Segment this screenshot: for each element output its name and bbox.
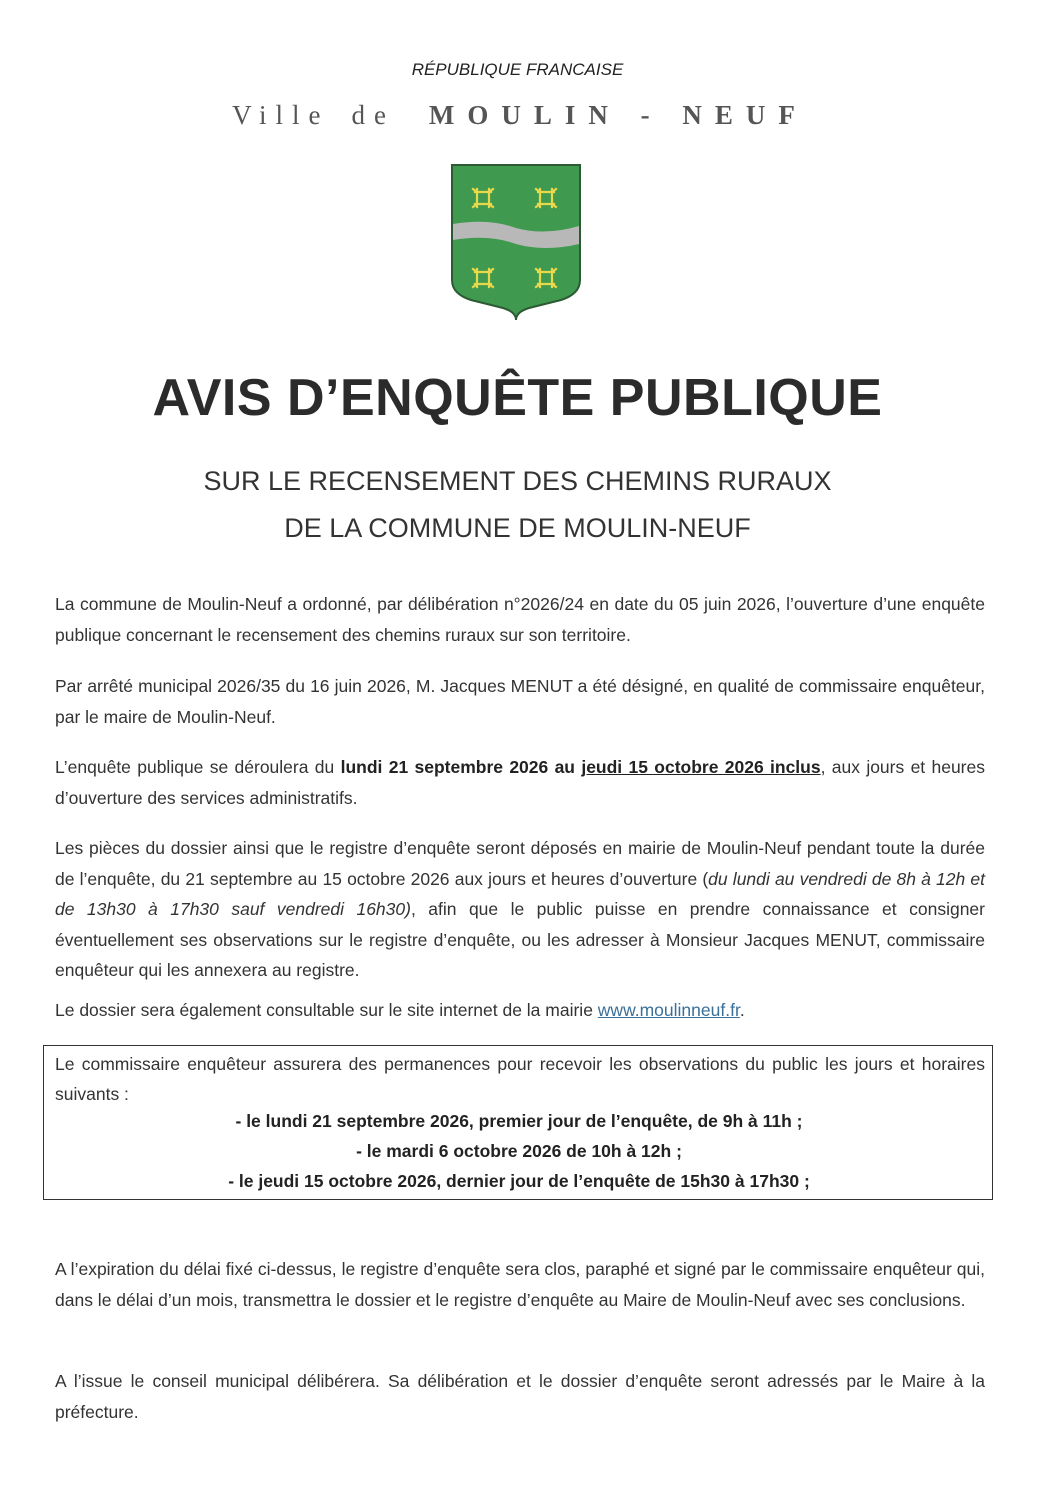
town-header-name: MOULIN - NEUF bbox=[428, 100, 808, 130]
town-header bbox=[0, 100, 1040, 131]
enquiry-start-date: lundi 21 septembre 2026 au bbox=[340, 757, 582, 777]
paragraph-commissioner: Par arrêté municipal 2026/35 du 16 juin 2026, M. Jacques MENUT a été désigné, en qualité de commissaire enquêteur, par le maire de Moulin-Neuf. bbox=[55, 676, 985, 727]
paragraph-website bbox=[55, 995, 985, 1026]
enquiry-end-date: jeudi 15 octobre 2026 inclus bbox=[581, 757, 821, 777]
permanences-box bbox=[43, 1045, 993, 1200]
town-header-prefix: Ville bbox=[232, 100, 330, 130]
page-title: AVIS D’ENQUÊTE PUBLIQUE bbox=[152, 369, 883, 427]
dossier-text-b: , afin que le public puisse en prendre connaissance et consigner éventuellement ses observations sur le registre d’enquête, ou les adresser à Monsieur Jacques MENUT, commissaire enquêteur qui les annexera au registre. bbox=[55, 899, 985, 980]
paragraph-enquiry-dates bbox=[55, 752, 985, 813]
website-link[interactable]: www.moulinneuf.fr bbox=[597, 1000, 740, 1020]
opening-hours: du lundi au vendredi de 8h à 12h et de 13h30 à 17h30 sauf vendredi 16h30) bbox=[55, 868, 985, 919]
paragraph-expiration: A l’expiration du délai fixé ci-dessus, le registre d’enquête sera clos, paraphé et signé par le commissaire enquêteur qui, dans le délai d’un mois, transmettra le dossier et le registre d’enquête au Maire de Moulin-Neuf avec ses conclusions. bbox=[55, 1259, 985, 1310]
republique-header: RÉPUBLIQUE FRANCAISE bbox=[411, 60, 624, 79]
subtitle-line-2: DE LA COMMUNE DE MOULIN-NEUF bbox=[284, 513, 751, 543]
town-header-de: de bbox=[351, 100, 395, 130]
paragraph-dossier bbox=[55, 833, 985, 986]
permanence-item: - le mardi 6 octobre 2026 de 10h à 12h ; bbox=[356, 1141, 682, 1161]
permanence-item: - le lundi 21 septembre 2026, premier jour de l’enquête, de 9h à 11h ; bbox=[235, 1111, 803, 1131]
coat-of-arms-shield-icon bbox=[449, 162, 583, 322]
website-text-end: . bbox=[739, 1000, 745, 1020]
dossier-text-a: Les pièces du dossier ainsi que le registre d’enquête seront déposés en mairie de Moulin-Neuf pendant toute la durée de l’enquête, du 21 septembre au 15 octobre 2026 aux jours et heures d’ouverture ( bbox=[55, 838, 985, 889]
paragraph-deliberation: La commune de Moulin-Neuf a ordonné, par délibération n°2026/24 en date du 05 juin 2026, l’ouverture d’une enquête publique concernant le recensement des chemins ruraux sur son territoire. bbox=[55, 594, 985, 645]
enquiry-dates-intro: L’enquête publique se déroulera du bbox=[55, 757, 341, 777]
paragraph-conclusion: A l’issue le conseil municipal délibérera. Sa délibération et le dossier d’enquête seront adressés par le Maire à la préfecture. bbox=[55, 1371, 985, 1422]
subtitle-line-1: SUR LE RECENSEMENT DES CHEMINS RURAUX bbox=[203, 466, 832, 496]
permanence-item: - le jeudi 15 octobre 2026, dernier jour de l’enquête de 15h30 à 17h30 ; bbox=[228, 1171, 810, 1191]
website-text: Le dossier sera également consultable sur le site internet de la mairie bbox=[55, 1000, 598, 1020]
permanences-intro: Le commissaire enquêteur assurera des permanences pour recevoir les observations du public les jours et horaires suivants : bbox=[55, 1054, 985, 1104]
enquiry-dates-tail: , aux jours et heures d’ouverture des services administratifs. bbox=[55, 757, 985, 808]
